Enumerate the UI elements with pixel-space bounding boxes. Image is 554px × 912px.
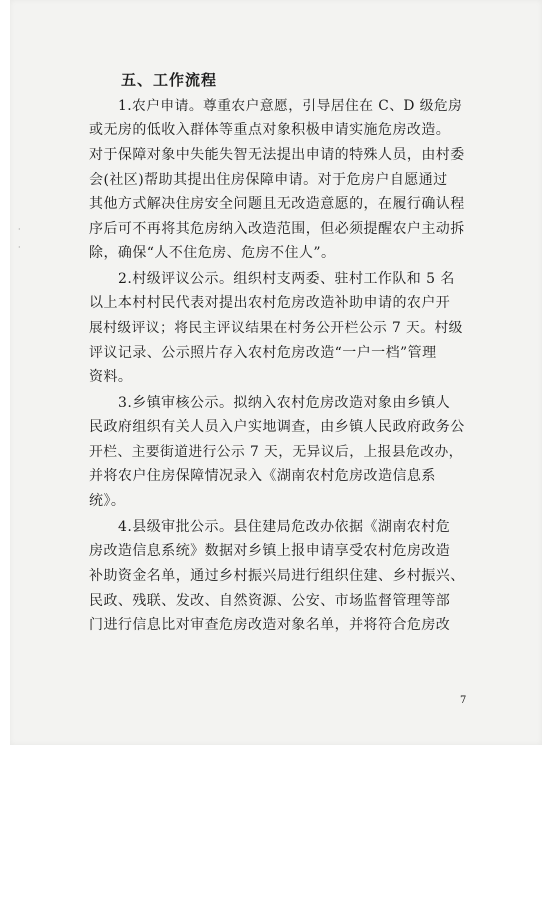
- margin-mark: ·: [18, 243, 21, 252]
- text-line: 序后可不再将其危房纳入改造范围，但必须提醒农户主动拆: [89, 221, 465, 237]
- text-line: 4.县级审批公示。县住建局危改办依据《湖南农村危: [118, 519, 451, 535]
- text-line: 2.村级评议公示。组织村支两委、驻村工作队和 5 名: [118, 271, 455, 287]
- margin-mark: ·: [18, 225, 21, 234]
- text-line: 民政府组织有关人员入户实地调查，由乡镇人民政府政务公: [89, 419, 465, 435]
- text-line: 门进行信息比对审查危房改造对象名单，并将符合危房改: [89, 617, 451, 633]
- text-line: 开栏、主要街道进行公示 7 天，无异议后，上报县危改办，: [89, 444, 463, 460]
- text-line: 统》。: [89, 493, 126, 509]
- text-line: 其他方式解决住房安全问题且无改造意愿的，在履行确认程: [89, 196, 465, 212]
- text-line: 3.乡镇审核公示。拟纳入农村危房改造对象由乡镇人: [118, 395, 451, 411]
- text-line: 对于保障对象中失能失智无法提出申请的特殊人员，由村委: [89, 147, 465, 163]
- text-line: 补助资金名单，通过乡村振兴局进行组织住建、乡村振兴、: [89, 568, 465, 584]
- text-line: 民政、残联、发改、自然资源、公安、市场监督管理等部: [89, 593, 451, 609]
- text-line: 以上本村村民代表对提出农村危房改造补助申请的农户开: [89, 295, 451, 311]
- text-line: 评议记录、公示照片存入农村危房改造“一户一档”管理: [89, 345, 437, 361]
- text-line: 除，确保“人不住危房、危房不住人”。: [89, 245, 336, 261]
- page-number: 7: [460, 695, 467, 706]
- text-line: 展村级评议；将民主评议结果在村务公开栏公示 7 天。村级: [89, 320, 463, 336]
- text-line: 房改造信息系统》数据对乡镇上报申请享受农村危房改造: [89, 543, 451, 559]
- text-line: 会(社区)帮助其提出住房保障申请。对于危房户自愿通过: [89, 172, 448, 188]
- text-line: 或无房的低收入群体等重点对象积极申请实施危房改造。: [89, 122, 451, 138]
- section-heading: 五、工作流程: [121, 71, 218, 89]
- text-line: 并将农户住房保障情况录入《湖南农村危房改造信息系: [89, 468, 436, 484]
- text-line: 1.农户申请。尊重农户意愿，引导居住在 C、D 级危房: [118, 98, 463, 114]
- text-line: 资料。: [89, 369, 133, 385]
